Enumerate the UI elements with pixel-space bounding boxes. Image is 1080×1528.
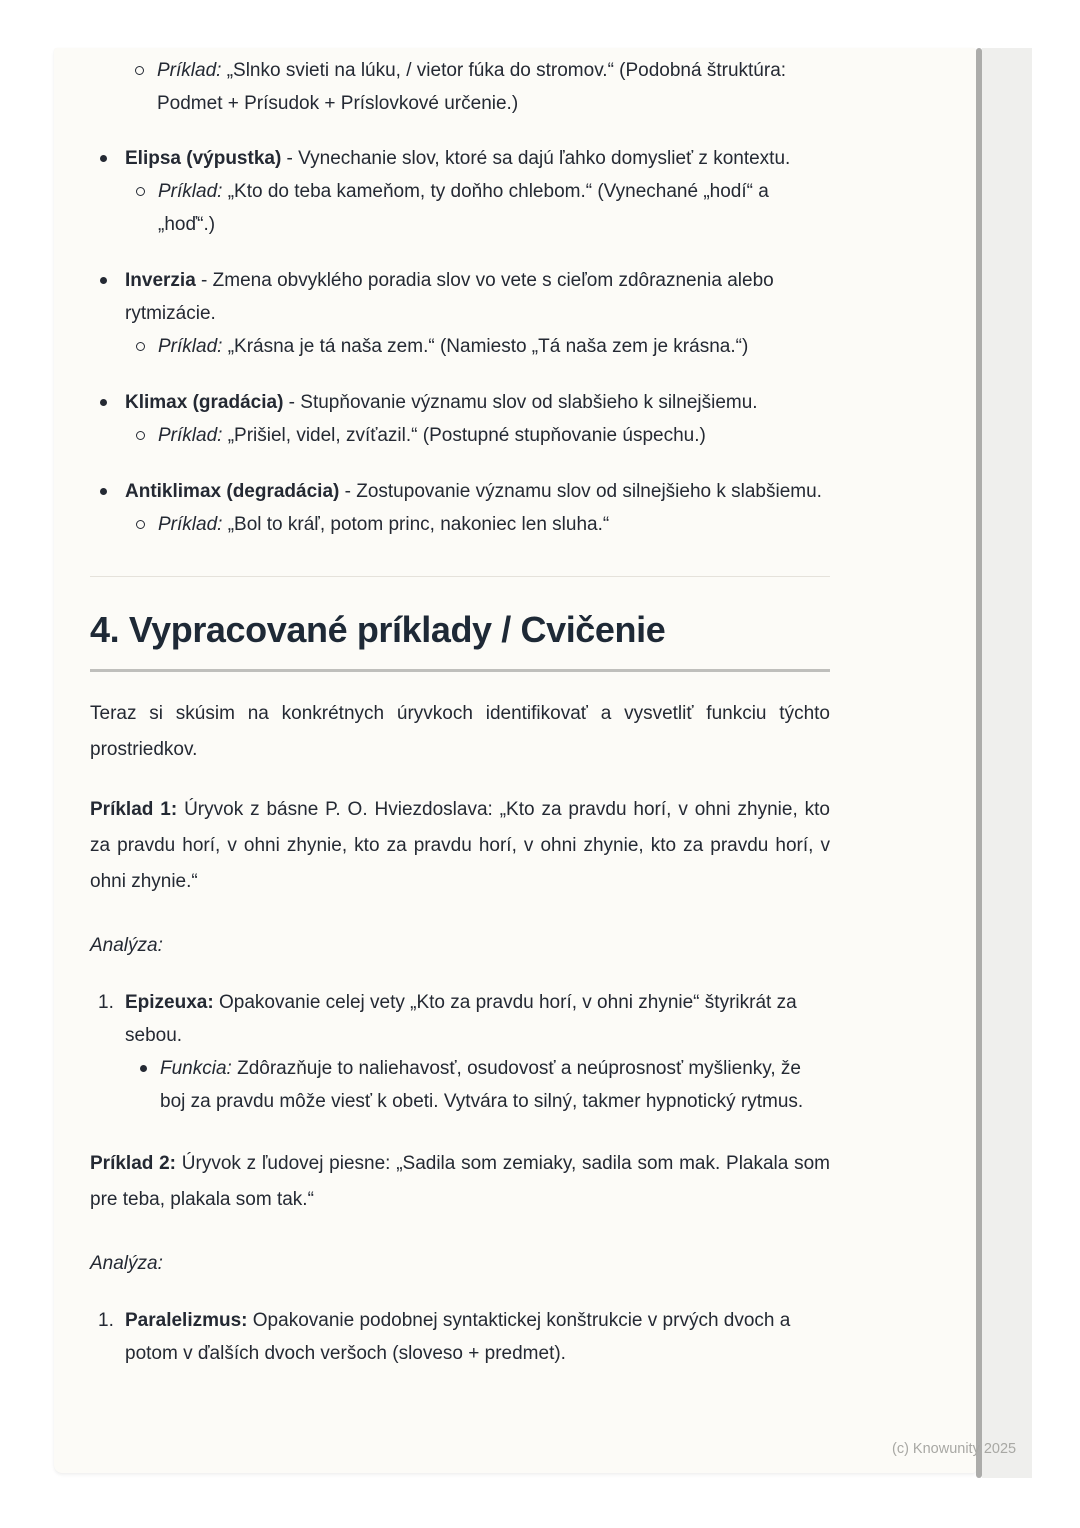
- document-page: [54, 48, 976, 1473]
- watermark: (c) Knowunity 2025: [892, 1441, 1017, 1457]
- analysis-term: Epizeuxa:: [125, 992, 214, 1013]
- list-item: [90, 475, 830, 541]
- example2-text: Úryvok z ľudovej piesne: „Sadila som zemiaky, sadila som mak. Plakala som pre teba, plakala som tak.“: [90, 1153, 830, 1210]
- analysis-text: Opakovanie podobnej syntaktickej konštrukcie v prvých dvoch a potom v ďalších dvoch veršoch (sloveso + predmet).: [125, 1310, 791, 1364]
- analysis1-heading: Analýza:: [90, 935, 163, 956]
- function-sublist: [125, 1052, 830, 1118]
- bullet-disc-icon: [140, 1065, 147, 1072]
- example-text: „Bol to kráľ, potom princ, nakoniec len sluha.“: [222, 514, 610, 535]
- bullet-disc-icon: [100, 488, 107, 495]
- section-heading: 4. Vypracované príklady / Cvičenie: [90, 607, 830, 672]
- example2-paragraph: [90, 1146, 830, 1218]
- list-item: [125, 330, 830, 363]
- example-sublist: [125, 508, 830, 541]
- bullet-circle-icon: [136, 431, 145, 440]
- list-item: [125, 508, 830, 541]
- section-divider: [90, 576, 830, 577]
- analysis-text: Opakovanie celej vety „Kto za pravdu horí, v ohni zhynie“ štyrikrát za sebou.: [125, 992, 797, 1046]
- example2-label: Príklad 2:: [90, 1153, 177, 1174]
- example-label: Príklad:: [158, 336, 223, 357]
- intro-paragraph: Teraz si skúsim na konkrétnych úryvkoch identifikovať a vysvetliť funkciu týchto prostriedkov.: [90, 703, 830, 760]
- example-text: „Kto do teba kameňom, ty doňho chlebom.“ (Vynechané „hodí“ a „hoď“.): [158, 181, 769, 235]
- function-label: Funkcia:: [160, 1058, 232, 1079]
- analysis-term: Paralelizmus:: [125, 1310, 248, 1331]
- bullet-disc-icon: [100, 277, 107, 284]
- list-item: [125, 419, 830, 452]
- bullet-circle-icon: [136, 520, 145, 529]
- analysis2-item: [90, 1304, 830, 1370]
- bullet-circle-icon: [136, 187, 145, 196]
- example-text: „Slnko svieti na lúku, / vietor fúka do stromov.“ (Podobná štruktúra: Podmet + Prísudok + Príslovkové určenie.): [157, 60, 787, 114]
- list-item: [90, 142, 830, 241]
- bullet-disc-icon: [100, 399, 107, 406]
- list-item: [124, 54, 830, 120]
- orphan-example-list: [124, 54, 830, 120]
- scrollbar-thumb[interactable]: [976, 48, 982, 1478]
- term-description: - Stupňovanie významu slov od slabšieho k silnejšiemu.: [283, 392, 758, 413]
- term-name: Klimax (gradácia): [125, 392, 284, 413]
- list-item: [125, 1052, 830, 1118]
- example1-text: Úryvok z básne P. O. Hviezdoslava: „Kto za pravdu horí, v ohni zhynie, kto za pravdu horí, v ohni zhynie, kto za pravdu horí, v ohni zhynie, kto za pravdu horí, v ohni zhynie.“: [90, 799, 830, 892]
- term-name: Antiklimax (degradácia): [125, 481, 340, 502]
- term-description: - Zmena obvyklého poradia slov vo vete s cieľom zdôraznenia alebo rytmizácie.: [125, 270, 774, 324]
- analysis2-heading: Analýza:: [90, 1253, 163, 1274]
- list-number: 1.: [98, 1310, 114, 1331]
- term-name: Elipsa (výpustka): [125, 148, 282, 169]
- bullet-circle-icon: [136, 342, 145, 351]
- list-number: 1.: [98, 992, 114, 1013]
- list-item: [125, 175, 830, 241]
- example-label: Príklad:: [158, 425, 223, 446]
- bullet-circle-icon: [135, 66, 144, 75]
- example-sublist: [125, 419, 830, 452]
- example-label: Príklad:: [158, 181, 223, 202]
- function-text: Zdôrazňuje to naliehavosť, osudovosť a neúprosnosť myšlienky, že boj za pravdu môže viesť k obeti. Vytvára to silný, takmer hypnotický rytmus.: [160, 1058, 804, 1112]
- example-label: Príklad:: [157, 60, 222, 81]
- example-text: „Krásna je tá naša zem.“ (Namiesto „Tá naša zem je krásna.“): [222, 336, 749, 357]
- example-sublist: [125, 330, 830, 363]
- scrollbar-track[interactable]: [982, 48, 1032, 1478]
- analysis1-item: [90, 986, 830, 1118]
- term-description: - Zostupovanie významu slov od silnejšieho k slabšiemu.: [339, 481, 822, 502]
- bullet-disc-icon: [100, 155, 107, 162]
- stylistic-devices-list: [90, 142, 830, 541]
- term-description: - Vynechanie slov, ktoré sa dajú ľahko domyslieť z kontextu.: [281, 148, 791, 169]
- example-text: „Prišiel, videl, zvíťazil.“ (Postupné stupňovanie úspechu.): [222, 425, 706, 446]
- list-item: [90, 264, 830, 363]
- term-name: Inverzia: [125, 270, 196, 291]
- list-item: [90, 386, 830, 452]
- example-sublist: [125, 175, 830, 241]
- example1-paragraph: [90, 792, 830, 900]
- example1-label: Príklad 1:: [90, 799, 178, 820]
- example-label: Príklad:: [158, 514, 223, 535]
